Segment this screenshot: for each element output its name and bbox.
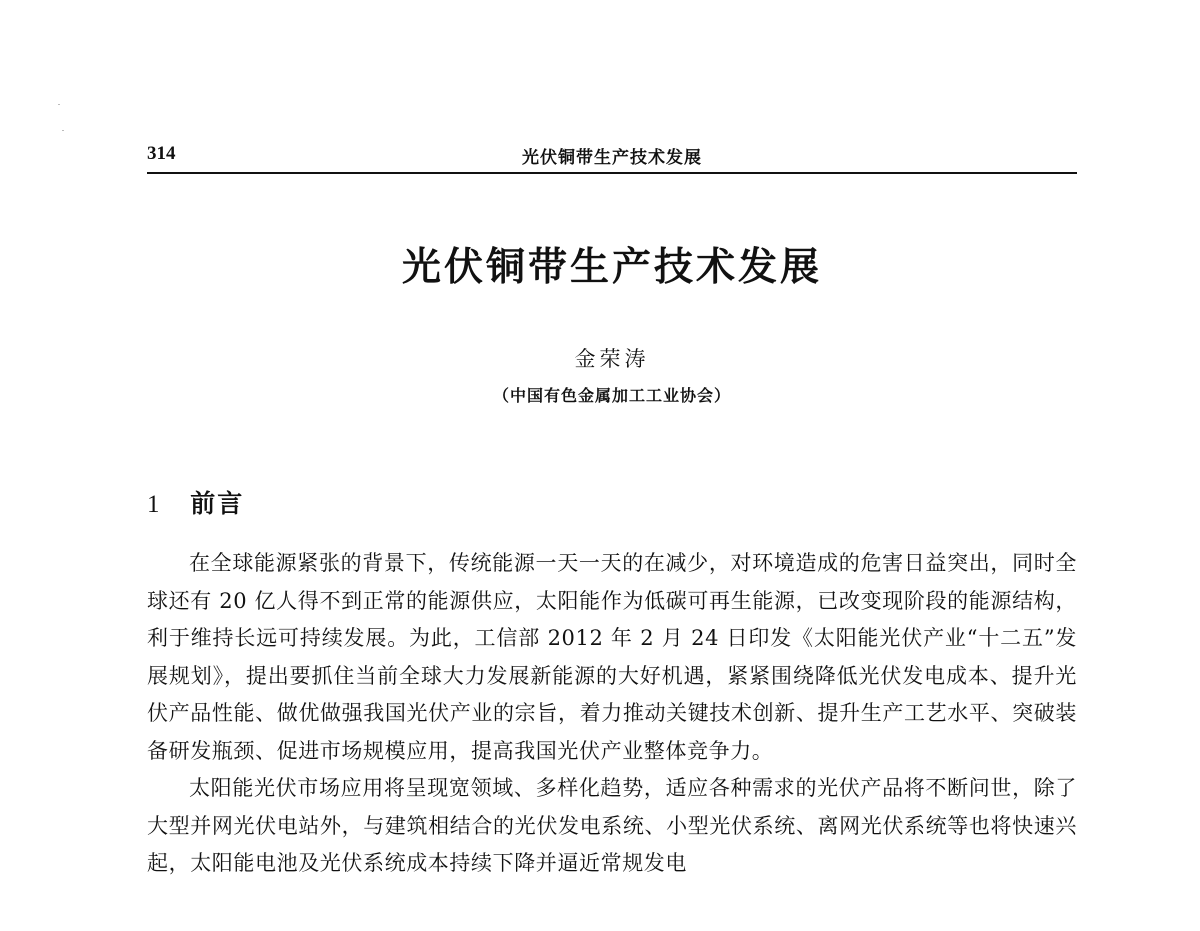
running-header [147,140,1077,174]
running-title: 光伏铜带生产技术发展 [522,148,702,168]
author-name: 金荣涛 [574,347,650,371]
paragraph-1: 在全球能源紧张的背景下，传统能源一天一天的在减少，对环境造成的危害日益突出，同时全球还有 20 亿人得不到正常的能源供应，太阳能作为低碳可再生能源，已改变现阶段的能源结构，利于维持长远可持续发展。为此，工信部 2012 年 2 月 24 日印发《太阳能光伏产业“十二五”发展规划》，提出要抓住当前全球大力发展新能源的大好机遇，紧紧围绕降低光伏发电成本、提升光伏产品性能、做优做强我国光伏产业的宗旨，着力推动关键技术创新、提升生产工艺水平、突破装备研发瓶颈、促进市场规模应用，提高我国光伏产业整体竞争力。 [147,551,1077,763]
scan-speck [62,130,64,131]
scan-speck [58,104,60,105]
section-heading [147,484,244,520]
page-number: 314 [147,143,176,164]
paragraph-2: 太阳能光伏市场应用将呈现宽领域、多样化趋势，适应各种需求的光伏产品将不断问世，除了大型并网光伏电站外，与建筑相结合的光伏发电系统、小型光伏系统、离网光伏系统等也将快速兴起，太阳能电池及光伏系统成本持续下降并逼近常规发电 [147,776,1077,875]
author-affiliation: （中国有色金属加工工业协会） [492,386,731,405]
section-title: 前言 [190,489,245,518]
paper-title: 光伏铜带生产技术发展 [401,244,822,290]
section-number: 1 [147,491,160,518]
body-text [147,545,1077,883]
